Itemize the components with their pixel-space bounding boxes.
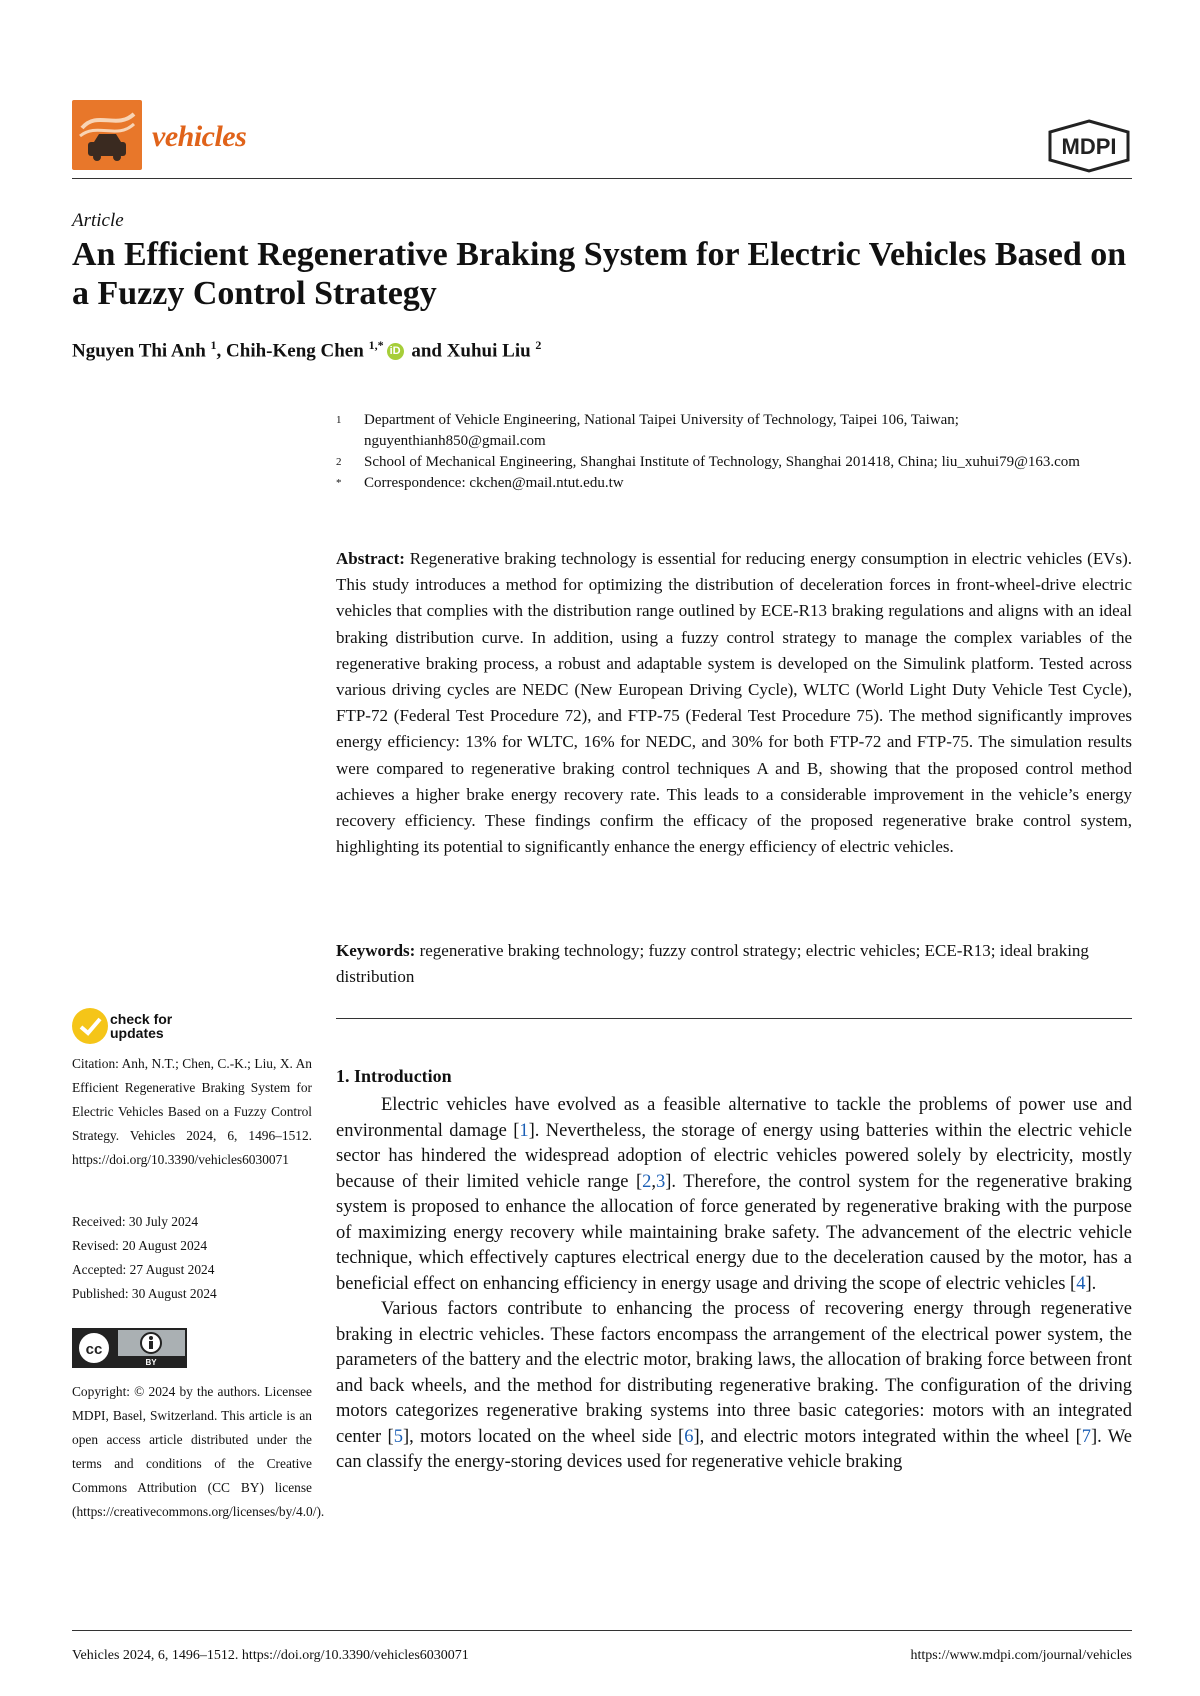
author-list: Nguyen Thi Anh $^1$, Chih-Keng Chen $^{1,*}$ iD and Xuhui Liu $^2$ [72,338,542,362]
author-affil-mark: 1,* [368,338,384,352]
affiliations [336,410,1136,494]
affiliation-mark: 1 [336,414,342,426]
affiliation-text: Department of Vehicle Engineering, National Taipei University of Technology, Taipei 106, Taiwan; nguyenthianh850@gmail.com [364,412,959,449]
keywords [336,938,1132,990]
copyright-notice: Copyright: © 2024 by the authors. Licensee MDPI, Basel, Switzerland. This article is an open access article distributed under the terms and conditions of the Creative Commons Attribution (CC BY) license (https://creativecommons.org/licenses/by/4.0/). [72,1384,325,1519]
reference-link[interactable]: 6 [684,1426,694,1447]
affiliation-mark: * [336,477,342,489]
author-affil-mark: 1 [210,338,217,352]
footer-citation: Vehicles 2024, 6, 1496–1512. https://doi.org/10.3390/vehicles6030071 [72,1648,469,1663]
reference-link[interactable]: 1 [519,1120,529,1141]
introduction-body [336,1093,1132,1476]
reference-link[interactable]: 5 [393,1426,403,1447]
affiliation-item [336,410,1136,452]
footer-journal-url[interactable]: https://www.mdpi.com/journal/vehicles [910,1648,1132,1663]
publisher-logo [1046,118,1132,174]
section-divider [336,1018,1132,1019]
article-type: Article [72,210,124,231]
svg-text:cc: cc [85,1341,103,1358]
check-updates-icon[interactable] [72,1008,108,1044]
paragraph: Various factors contribute to enhancing the process of recovering energy through regenerative braking in electric vehicles. These factors encompass the arrangement of the electrical power system, the parameters of the battery and the electric motor, braking laws, the allocation of braking force between front and back wheels, and the method for distributing regenerative braking. The configuration of the driving motors categorizes regenerative braking systems into three basic categories: motors with an integrated center [5], motors located on the wheel side [6], and electric motors integrated within the wheel [7]. We can classify the energy-storing devices used for regenerative vehicle braking [336,1299,1132,1472]
date-accepted: Accepted: 27 August 2024 [72,1262,215,1277]
author-name: Nguyen Thi Anh [72,340,206,362]
date-received: Received: 30 July 2024 [72,1214,199,1229]
paper-title: An Efficient Regenerative Braking System for Electric Vehicles Based on a Fuzzy Control Strategy [72,236,1127,312]
paragraph: Electric vehicles have evolved as a feasible alternative to tackle the problems of power use and environmental damage [1]. Nevertheless, the storage of energy using batteries within the electric vehicle sector has hindered the widespread adoption of electric vehicles powered solely by electricity, mostly because of their limited vehicle range [2,3]. Therefore, the control system for the regenerative braking system is proposed to enhance the allocation of force generated by regenerative braking with the purpose of maximizing energy recovery while maintaining brake safety. The advancement of the electric vehicle technique, which effectively captures electrical energy due to the deceleration caused by the motor, has a beneficial effect on enhancing efficiency in energy usage and driving the scope of electric vehicles [4]. [336,1095,1132,1294]
author-name: and Xuhui Liu [411,340,531,362]
date-revised: Revised: 20 August 2024 [72,1238,208,1253]
affiliation-mark: 2 [336,456,342,468]
orcid-icon[interactable]: iD [387,343,404,360]
section-heading-introduction: 1. Introduction [336,1066,452,1086]
author-affil-mark: 2 [535,338,542,352]
publisher-logo-text: MDPI [1061,134,1117,159]
affiliation-item [336,473,1136,494]
author-name: Chih-Keng Chen [226,340,364,362]
header-divider [72,178,1132,179]
keywords-text: regenerative braking technology; fuzzy control strategy; electric vehicles; ECE-R13; ideal braking distribution [336,941,1089,986]
journal-name: vehicles [152,120,247,153]
car-road-icon [72,100,142,170]
abstract-label: Abstract: [336,549,405,568]
date-published: Published: 30 August 2024 [72,1286,217,1301]
abstract-text: Regenerative braking technology is essential for reducing energy consumption in electric vehicles (EVs). This study introduces a method for optimizing the distribution of deceleration forces in front-wheel-drive electric vehicles that complies with the distribution range outlined by ECE-R13 braking regulations and aligns with an ideal braking distribution curve. In addition, using a fuzzy control strategy to manage the complex variables of the regenerative braking process, a robust and adaptable system is developed on the Simulink platform. Tested across various driving cycles are NEDC (New European Driving Cycle), WLTC (World Light Duty Vehicle Test Cycle), FTP-72 (Federal Test Procedure 72), and FTP-75 (Federal Test Procedure 75). The method significantly improves energy efficiency: 13% for WLTC, 16% for NEDC, and 30% for both FTP-72 and FTP-75. The simulation results were compared to regenerative braking control techniques A and B, showing that the proposed control method achieves a higher brake energy recovery rate. This leads to a considerable improvement in the vehicle’s energy recovery efficiency. These findings confirm the efficacy of the proposed regenerative brake control system, highlighting its potential to significantly enhance the energy efficiency of electric vehicles. [336,549,1133,857]
footer-divider [72,1630,1132,1631]
svg-text:BY: BY [145,1358,157,1367]
keywords-label: Keywords: [336,941,416,960]
check-updates-link[interactable]: check for updates [110,1011,173,1041]
reference-link[interactable]: 7 [1081,1426,1091,1447]
cc-by-license-icon[interactable] [72,1328,187,1368]
citation-block: Citation: Anh, N.T.; Chen, C.-K.; Liu, X. An Efficient Regenerative Braking System for Electric Vehicles Based on a Fuzzy Control Strategy. Vehicles 2024, 6, 1496–1512. https://doi.org/10.3390/vehicles6030071 [72,1056,312,1167]
correspondence-text: Correspondence: ckchen@mail.ntut.edu.tw [364,475,624,491]
reference-link[interactable]: 3 [656,1171,666,1192]
reference-link[interactable]: 4 [1076,1273,1086,1294]
affiliation-item [336,452,1136,473]
reference-link[interactable]: 2 [642,1171,652,1192]
publication-dates [72,1210,312,1306]
abstract [336,546,1132,860]
affiliation-text: School of Mechanical Engineering, Shanghai Institute of Technology, Shanghai 201418, China; liu_xuhui79@163.com [364,454,1080,470]
journal-logo [72,100,142,170]
